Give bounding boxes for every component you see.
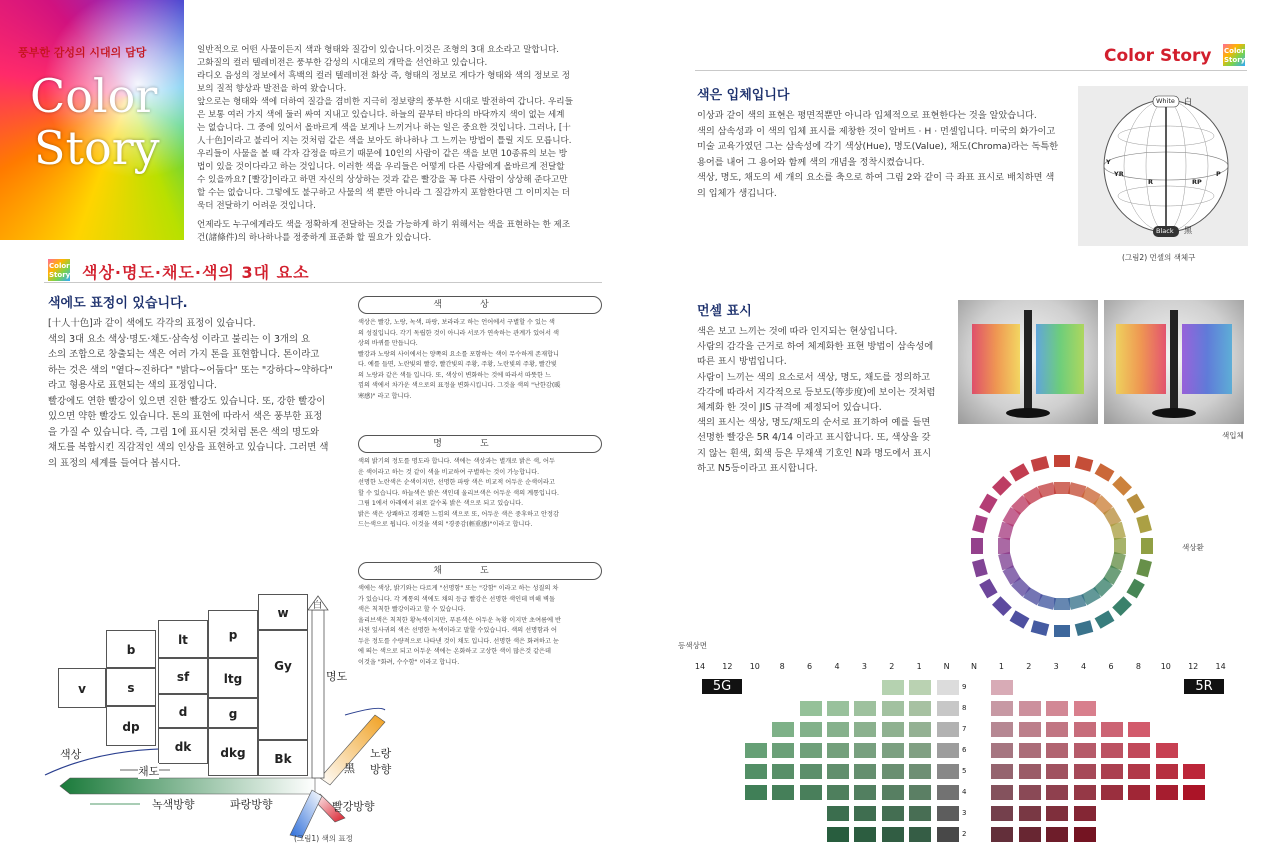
chart-swatch — [827, 722, 849, 737]
text-line: 법이 있을 것이다라고 하는 것입니다. 이러한 색을 우리들은 어떻게 다른 사람에게 올바르게 전달할 — [197, 162, 565, 172]
chart-swatch — [991, 806, 1013, 821]
chart-swatch — [937, 785, 959, 800]
chroma-tick: 6 — [1108, 662, 1114, 671]
solid-1-right — [1036, 324, 1084, 394]
text-line: 색은 보고 느끼는 것에 따라 인지되는 현상입니다. — [697, 326, 898, 337]
color-story-logo: Color Story — [48, 259, 70, 281]
text-line: 을 가질 수 있습니다. 즉, 그림 1에 표시된 것처럼 톤은 색의 명도와 — [48, 426, 320, 438]
chart-swatch — [1019, 827, 1041, 842]
left-body — [48, 316, 338, 471]
figure1-caption: (그림1) 색의 표정 — [294, 834, 353, 843]
wheel-swatch — [1010, 463, 1030, 481]
chart-swatch — [1046, 743, 1068, 758]
chart-swatch — [1074, 764, 1096, 779]
text-line: [十人十色]과 같이 색에도 각각의 표정이 있습니다. — [48, 318, 256, 329]
chart-swatch — [1128, 743, 1150, 758]
text-line: 우리들이 사물을 볼 때 각자 감정을 따르기 때문에 10인의 사람이 같은 색을 보면 10종류의 보는 방 — [197, 149, 568, 159]
chart-swatch — [1046, 827, 1068, 842]
chart-caption: 등색상면 — [678, 641, 707, 650]
chart-swatch — [909, 785, 931, 800]
chart-swatch — [1046, 764, 1068, 779]
solid-1-base — [1006, 408, 1050, 418]
value-title: 명도 — [358, 435, 602, 453]
chart-swatch — [1019, 701, 1041, 716]
chart-swatch — [1019, 806, 1041, 821]
chart-swatch — [937, 806, 959, 821]
text-line: 색에는 색상, 밝기와는 다르게 "선명함" 또는 "강함" 이라고 하는 성질의 차 — [358, 585, 559, 592]
yellow-label: 노랑방향 — [370, 747, 392, 776]
chroma-tick: N — [971, 662, 977, 671]
solid-2-right — [1182, 324, 1232, 394]
chroma-tick: 1 — [998, 662, 1004, 671]
red-label: 빨강방향 — [332, 800, 375, 813]
color-solid-photo-1 — [958, 300, 1098, 424]
wheel-swatch — [1114, 538, 1126, 554]
sphere-rp: RP — [1192, 178, 1202, 186]
chroma-tick: 12 — [722, 662, 733, 671]
chroma-label: 채도 — [138, 765, 160, 778]
chart-swatch — [909, 806, 931, 821]
chart-swatch — [854, 827, 876, 842]
wheel-swatch — [1054, 455, 1070, 467]
solid-2-base — [1152, 408, 1196, 418]
tone-cell-w: w — [258, 594, 308, 630]
text-line: 색의 표시는 색상, 명도/채도의 순서로 표기하여 예를 들면 — [697, 417, 931, 429]
chart-swatch — [1019, 722, 1041, 737]
chart-swatch — [800, 764, 822, 779]
chart-swatch — [1074, 701, 1096, 716]
sphere-white-cjk: 白 — [1184, 97, 1192, 106]
sphere-caption: (그림2) 먼셀의 색체구 — [1122, 253, 1196, 262]
chart-swatch — [854, 764, 876, 779]
value-label: 명도 — [326, 670, 348, 683]
chroma-tick: 8 — [779, 662, 785, 671]
wheel-swatch — [992, 596, 1012, 616]
sec2-text — [697, 324, 962, 476]
text-line: 의 입체가 생깁니다. — [697, 187, 777, 199]
text-line: 색의 삼속성과 이 색의 입체 표시를 제창한 것이 알버트 · H · 먼셀입니다. 미국의 화가이고 — [697, 125, 1056, 137]
right-divider — [695, 70, 1247, 71]
text-line: 낌의 색에서 차가운 색으로의 표정을 변화시킵니다. 그것을 색의 "난한감(暖 — [358, 382, 561, 389]
chart-swatch — [1074, 722, 1096, 737]
text-line: 에 띄는 색으로 되고 어두운 색에는 온화하고 고상한 색이 많은것 같은데 — [358, 648, 552, 655]
text-line: 색의 3대 요소 색상·명도·채도·삼속성 이라고 불리는 이 3개의 요 — [48, 333, 311, 345]
chart-swatch — [800, 785, 822, 800]
chart-swatch — [991, 701, 1013, 716]
cover-title — [30, 70, 160, 174]
chart-swatch — [991, 722, 1013, 737]
chart-swatch — [909, 743, 931, 758]
solid-1-left — [972, 324, 1020, 394]
chart-swatch — [1019, 785, 1041, 800]
text-line: 는 없습니다. 그 중에 있어서 올바르게 색을 보게나 느끼거나 하는 일은 중요한 것입니다. 그러나, [十 — [197, 123, 571, 133]
sphere-white: White — [1156, 97, 1175, 105]
sphere-drawing — [1078, 86, 1248, 246]
tone-cell-b: b — [106, 630, 156, 668]
wheel-swatch — [1068, 594, 1087, 610]
cover-title-line1: Color — [30, 69, 158, 123]
figure1-tone-diagram — [40, 590, 400, 850]
wheel-swatch — [1095, 610, 1115, 628]
wheel-swatch — [1031, 620, 1050, 636]
text-line: 각각에 따라서 지각적으로 등보도(等步度)에 보이는 것처럼 — [697, 386, 936, 398]
chart-swatch — [991, 680, 1013, 695]
text-line: 일반적으로 어떤 사물이든지 색과 형태와 질감이 있습니다.이것은 조형의 3대 요소라고 말합니다. — [197, 45, 560, 55]
munsell-sphere — [1078, 86, 1248, 246]
chroma-tick: 14 — [694, 662, 706, 671]
chart-swatch — [909, 764, 931, 779]
value-tick: 6 — [962, 746, 967, 754]
text-line: 사람의 감각을 근거로 하여 체계화한 표현 방법이 삼속성에 — [697, 341, 934, 353]
text-line: 색은 칙칙한 빨강이라고 할 수 있습니다. — [358, 606, 466, 613]
left-heading: 색에도 표정이 있습니다. — [48, 296, 188, 311]
solid-2-axis — [1170, 310, 1178, 410]
text-line: 소의 조합으로 창출되는 색은 여러 가지 톤을 표현합니다. 톤이라고 — [48, 349, 320, 360]
chart-swatch — [827, 806, 849, 821]
wheel-swatch — [1126, 579, 1144, 599]
chart-swatch — [937, 827, 959, 842]
tone-cell-d: d — [158, 694, 208, 728]
solid-caption: 색입체 — [1222, 431, 1244, 440]
wheel-swatch — [979, 494, 997, 514]
chart-swatch — [937, 764, 959, 779]
text-line: 사된 잎사귀의 색은 선명한 녹색이라고 말할 수있습니다. 색의 선명함과 어 — [358, 627, 557, 634]
chart-swatch — [882, 680, 904, 695]
wheel-swatch — [1031, 456, 1050, 472]
chroma-tick: 3 — [1053, 662, 1059, 671]
text-line: 상의 바퀴를 만듭니다. — [358, 340, 418, 347]
right-header: Color Story — [1104, 46, 1212, 66]
value-text — [358, 457, 608, 531]
text-line: 드는색으로 됩니다. 이것을 색의 "경중감(輕重感)"이라고 합니다. — [358, 521, 533, 528]
wheel-swatch — [1095, 463, 1115, 481]
text-line: 빨강에도 연한 빨강이 있으면 진한 빨강도 있습니다. 또, 강한 빨강이 — [48, 395, 326, 407]
wheel-swatch — [992, 476, 1012, 496]
green-direction-arrow — [60, 778, 315, 794]
chart-swatch — [827, 785, 849, 800]
chart-swatch — [1046, 806, 1068, 821]
chart-swatch — [1074, 827, 1096, 842]
section-divider — [44, 282, 602, 283]
text-line: 다. 예를 들면, 노란빛의 빨강, 빨간빛의 주황, 주황, 노란빛의 주황, 빨간빛 — [358, 361, 557, 368]
chart-swatch — [991, 827, 1013, 842]
section-title-left: 색상·명도·채도·색의 3대 요소 — [82, 263, 310, 282]
chart-swatch — [937, 743, 959, 758]
chart-swatch — [745, 764, 767, 779]
text-line: 미술 교육가였던 그는 삼속성에 각기 색상(Hue), 명도(Value), 채도(Chroma)라는 독특한 — [697, 141, 1059, 152]
chart-swatch — [1101, 743, 1123, 758]
chart-swatch — [1128, 764, 1150, 779]
text-line: 올리브색은 칙칙한 황녹색이지만, 푸른색은 어두운 녹황 이지만 초여름에 반 — [358, 616, 561, 624]
chart-swatch — [1074, 743, 1096, 758]
hue-title: 색상 — [358, 296, 602, 314]
chroma-tick: 4 — [1081, 662, 1087, 671]
value-tick: 4 — [962, 788, 967, 796]
chart-swatch — [991, 785, 1013, 800]
text-line: 보의 질적 향상과 발전을 하여 왔습니다. — [197, 84, 347, 94]
text-line: 색상은 빨강, 노랑, 녹색, 파랑, 보라라고 하는 언어에서 구별할 수 있는 색 — [358, 319, 555, 326]
chart-swatch — [854, 743, 876, 758]
value-tick: 3 — [962, 809, 967, 817]
value-tick: 7 — [962, 725, 967, 733]
text-line: 人十色]이라고 불리어 지는 것처럼 같은 색을 보아도 하나하나 그 느끼는 방법이 틀릴 지도 모릅니다. — [197, 136, 572, 146]
chart-swatch — [745, 743, 767, 758]
chart-swatch — [1019, 743, 1041, 758]
sec2-title: 먼셀 표시 — [697, 304, 752, 319]
chart-swatch — [1183, 785, 1205, 800]
text-line: 수 있을까요? [빨강]이라고 하면 자신의 상상하는 것과 같은 빨강을 꼭 다른 사람이 상상해 준다고만 — [197, 175, 568, 185]
wheel-swatch — [998, 538, 1010, 554]
tone-cell-gy: Gy — [258, 630, 308, 740]
tone-cell-dp: dp — [106, 706, 156, 746]
chroma-title: 채도 — [358, 562, 602, 580]
chart-swatch — [1101, 722, 1123, 737]
chart-swatch — [827, 764, 849, 779]
text-line: 두운 정도를 수량적으로 나타낸 것이 채도 입니다. 선명한 색은 화려하고 눈 — [358, 637, 559, 645]
text-line: 앞으로는 형태와 색에 더하여 질감을 겸비한 지극히 정보량의 풍부한 시대로 발전하여 갑니다. 우리들 — [197, 97, 573, 107]
wheel-swatch — [1038, 482, 1057, 498]
sphere-p: P — [1216, 170, 1221, 178]
text-line: 체계화 한 것이 JIS 규격에 제정되어 있습니다. — [697, 402, 882, 414]
chart-swatch — [1074, 785, 1096, 800]
chroma-tick: 3 — [861, 662, 867, 671]
hue-wheel — [962, 446, 1162, 646]
text-line: 그림 1에서 아래에서 위로 갈수록 밝은 색으로 되고 있습니다. — [358, 500, 524, 507]
text-line: 하는 것은 색의 "옅다~진하다" "밝다~어둡다" 또는 "강하다~약하다" — [48, 364, 333, 376]
chart-swatch — [991, 743, 1013, 758]
text-line: 사람이 느끼는 색의 요소로서 색상, 명도, 채도를 정의하고 — [697, 371, 931, 383]
sphere-black-cjk: 黑 — [1184, 226, 1192, 235]
value-tick: 2 — [962, 830, 967, 838]
text-line: 선명한 노란색은 순색이지만, 선명한 파랑 색은 비교적 어두운 순색이라고 — [358, 479, 556, 486]
text-line: 의 성질입니다. 각기 독립한 것이 아니라 서로가 연속하는 관계가 있어서 색 — [358, 329, 559, 337]
cover-title-line2: Story — [34, 121, 160, 175]
chart-swatch — [882, 785, 904, 800]
wheel-swatch — [972, 559, 988, 578]
text-line: 의 표정의 세계를 들여다 봅시다. — [48, 457, 181, 469]
wheel-swatch — [1010, 610, 1030, 628]
chroma-tick: 14 — [1215, 662, 1226, 671]
text-line: 寒感)" 라고 합니다. — [358, 392, 412, 400]
text-line: 따른 표시 방법입니다. — [697, 356, 787, 368]
wheel-swatch — [1126, 494, 1144, 514]
chart-swatch — [1128, 722, 1150, 737]
text-line: 의 노랑과 같은 색들 입니다. 또, 색상이 변화하는 것에 따라서 따뜻한 느 — [358, 371, 551, 379]
chart-swatch — [827, 701, 849, 716]
wheel-swatch — [1054, 625, 1070, 637]
chroma-ticks — [690, 662, 1250, 676]
wheel-swatch — [1112, 476, 1132, 496]
value-tick: 8 — [962, 704, 967, 712]
chart-swatch — [772, 722, 794, 737]
sphere-yr: YR — [1114, 170, 1124, 178]
chart-swatch — [882, 743, 904, 758]
chart-swatch — [827, 827, 849, 842]
wheel-swatch — [1110, 522, 1126, 541]
chart-swatch — [1156, 743, 1178, 758]
wheel-swatch — [1141, 538, 1153, 554]
chart-swatch — [882, 764, 904, 779]
text-line: 이상과 같이 색의 표현은 평면적뿐만 아니라 입체적으로 표현한다는 것을 알았습니다. — [697, 110, 1037, 121]
tone-cell-v: v — [58, 668, 106, 708]
hue-curve-right — [345, 708, 385, 715]
label-5g: 5G — [702, 679, 742, 694]
chart-swatch — [1156, 764, 1178, 779]
value-tick: 9 — [962, 683, 967, 691]
chroma-tick: N — [943, 662, 950, 671]
chart-swatch — [854, 806, 876, 821]
wheel-swatch — [1054, 598, 1070, 610]
chart-swatch — [1019, 764, 1041, 779]
chart-swatch — [909, 827, 931, 842]
chart-swatch — [772, 785, 794, 800]
blue-direction-arrow — [290, 790, 322, 838]
chart-swatch — [800, 701, 822, 716]
wheel-swatch — [972, 515, 988, 534]
hue-label: 색상 — [60, 748, 82, 761]
chart-swatch — [882, 701, 904, 716]
chart-swatch — [937, 701, 959, 716]
chart-swatch — [937, 680, 959, 695]
text-line: 색상, 명도, 채도의 세 개의 요소를 축으로 하여 그림 2와 같이 극 좌표 표시로 배치하면 색 — [697, 172, 1055, 183]
sphere-y: Y — [1106, 158, 1111, 166]
tone-cell-lt: lt — [158, 620, 208, 658]
white-label: 白 — [313, 601, 323, 611]
blue-label: 파랑방향 — [230, 798, 273, 811]
chart-swatch — [854, 785, 876, 800]
text-line: 가 있습니다. 각 계통의 색에도 채의 등급 빨강은 선명한 색인데 비해 벽돌 — [358, 595, 555, 603]
tone-cell-dkg: dkg — [208, 728, 258, 776]
wheel-swatch — [979, 579, 997, 599]
chroma-tick: 6 — [807, 662, 813, 671]
chroma-tick: 4 — [834, 662, 840, 671]
sec1-title: 색은 입체입니다 — [697, 88, 790, 103]
chroma-tick: 8 — [1135, 662, 1141, 671]
text-line: 라고 형용사로 표현되는 색의 표정입니다. — [48, 380, 217, 391]
text-line: 건(諸條件)의 하나하나를 정중하게 표준화 할 필요가 있습니다. — [197, 233, 432, 243]
tone-cell-dk: dk — [158, 728, 208, 764]
color-solid-photo-2 — [1104, 300, 1244, 424]
chart-swatch — [772, 743, 794, 758]
chart-swatch — [854, 701, 876, 716]
chart-swatch — [882, 827, 904, 842]
chart-swatch — [827, 743, 849, 758]
text-line: 욱더 전달하기 어려운 것입니다. — [197, 201, 316, 211]
chart-swatch — [1074, 806, 1096, 821]
chart-swatch — [991, 764, 1013, 779]
chart-swatch — [909, 701, 931, 716]
chroma-tick: 2 — [1026, 662, 1032, 671]
chart-swatch — [1101, 764, 1123, 779]
sec1-text — [697, 108, 1072, 201]
chart-swatch — [909, 722, 931, 737]
text-line: 용어를 내어 그 용어와 함께 색의 개념을 정착시켰습니다. — [697, 156, 925, 168]
chart-swatch — [745, 785, 767, 800]
tone-cell-g: g — [208, 698, 258, 728]
chroma-tick: 10 — [1160, 662, 1171, 671]
sphere-r: R — [1148, 178, 1154, 186]
text-line: 할 수 있습니다. 하늘색은 밝은 색인데 울리브색은 어두운 색의 계통입니다. — [358, 489, 559, 497]
label-5r: 5R — [1184, 679, 1224, 694]
text-line: 선명한 빨강은 5R 4/14 이라고 표시합니다. 또, 색상을 갖 — [697, 432, 931, 444]
intro-text — [197, 44, 607, 245]
text-line: 빨강과 노랑의 사이에서는 양쪽의 요소를 포함하는 색이 무수하게 존재합니 — [358, 350, 560, 358]
text-line: 색의 밝기의 정도를 명도라 합니다. 색에는 색상과는 별개로 밝은 색, 어두 — [358, 458, 555, 465]
chroma-tick: 1 — [916, 662, 922, 671]
text-line: 채도를 복합시킨 직감적인 색의 인상을 표현하고 있습니다. 그러면 색 — [48, 442, 329, 453]
chart-swatch — [1183, 764, 1205, 779]
chart-swatch — [1128, 785, 1150, 800]
wheel-swatch — [1075, 620, 1094, 636]
chart-swatch — [800, 743, 822, 758]
chroma-tick: 2 — [889, 662, 895, 671]
cover-subtitle: 풍부한 감성의 시대의 담당 — [18, 46, 147, 59]
wheel-swatch — [971, 538, 983, 554]
wheel-swatch — [1112, 596, 1132, 616]
text-line: 있으면 약한 빨강도 있습니다. 톤의 표현에 따라서 색은 풍부한 표정 — [48, 411, 323, 422]
black-label: 黑 — [344, 762, 355, 775]
sphere-black: Black — [1156, 227, 1174, 235]
chart-swatch — [772, 764, 794, 779]
hue-text — [358, 318, 608, 402]
text-line: 밝은 색은 상쾌하고 경쾌한 느낌의 색으로 또, 어두운 색은 중후하고 안정감 — [358, 510, 559, 518]
text-line: 지 않는 흰색, 회색 등은 무채색 기호인 N과 명도에서 표시 — [697, 447, 932, 459]
text-line: 라디오 음성의 정보에서 흑백의 컬러 텔레비전 화상 즉, 형태의 정보로 게다가 형태와 색의 정보로 정 — [197, 71, 571, 81]
wheel-caption: 색상환 — [1182, 543, 1204, 552]
wheel-swatch — [1075, 456, 1094, 472]
chart-swatch — [800, 722, 822, 737]
tone-cell-bk: Bk — [258, 740, 308, 776]
chart-swatch — [854, 722, 876, 737]
tone-cell-sf: sf — [158, 658, 208, 694]
chart-swatch — [1046, 785, 1068, 800]
chart-swatch — [937, 722, 959, 737]
chart-swatch — [909, 680, 931, 695]
chroma-tick: 10 — [749, 662, 760, 671]
equal-hue-chart — [690, 676, 1250, 846]
text-line: 이것을 "화려, 수수함" 이라고 합니다. — [358, 658, 460, 666]
text-line: 고화질의 컬러 텔레비전은 풍부한 감성의 시대로의 개막을 선언하고 있습니다. — [197, 58, 488, 68]
solid-2-left — [1116, 324, 1166, 394]
tone-cell-ltg: ltg — [208, 658, 258, 698]
value-tick: 5 — [962, 767, 967, 775]
tone-cell-s: s — [106, 668, 156, 706]
color-story-logo-right: Color Story — [1223, 44, 1245, 66]
wheel-swatch — [1136, 559, 1152, 578]
cover-image — [0, 0, 184, 240]
wheel-swatch — [1136, 515, 1152, 534]
text-line: 은 보통 여러 가지 색에 둘러 싸여 지내고 있습니다. 하늘의 끝부터 바다의 바닥까지 색이 없는 세계 — [197, 110, 565, 120]
chart-swatch — [1156, 785, 1178, 800]
wheel-swatch — [1054, 482, 1070, 494]
text-line: 언제라도 누구에게라도 색을 정확하게 전달하는 것을 가능하게 하기 위해서는 색을 표현하는 한 제조 — [197, 220, 571, 230]
chart-swatch — [882, 806, 904, 821]
chart-swatch — [1046, 701, 1068, 716]
solid-1-axis — [1024, 310, 1032, 410]
chart-swatch — [1046, 722, 1068, 737]
wheel-swatch — [998, 552, 1014, 571]
green-label: 녹색방향 — [152, 798, 195, 811]
text-line: 하고 N5등이라고 표시합니다. — [697, 462, 818, 474]
chroma-tick: 12 — [1188, 662, 1199, 671]
chart-swatch — [1101, 785, 1123, 800]
tone-cell-p: p — [208, 610, 258, 658]
text-line: 운 색이라고 하는 것 같이 색을 비교하여 구별하는 것이 가능합니다. — [358, 468, 540, 476]
value-axis — [312, 610, 324, 778]
text-line: 할 수는 없습니다. 그렇에도 불구하고 사물의 색 뿐만 아니라 그 질감까지 포함한다면 그 이미지는 더 — [197, 188, 571, 198]
chart-swatch — [882, 722, 904, 737]
